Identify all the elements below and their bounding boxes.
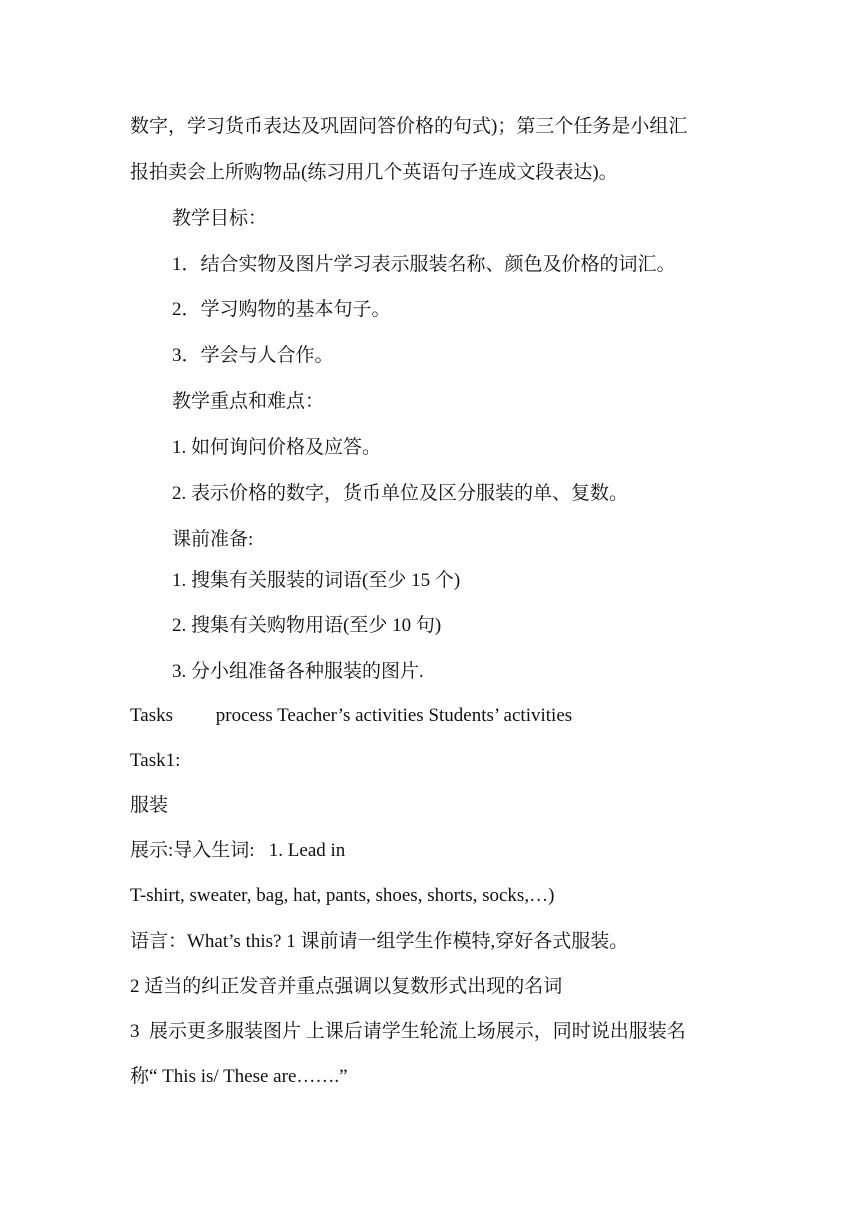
paragraph-line: 语言：What’s this? 1 课前请一组学生作模特,穿好各式服装。 [130, 931, 629, 952]
list-item: 3．学会与人合作。 [172, 345, 334, 366]
list-item: 3. 分小组准备各种服装的图片. [172, 661, 424, 682]
list-item: 1. 搜集有关服装的词语(至少 15 个) [172, 570, 461, 591]
paragraph-line: 2 适当的纠正发音并重点强调以复数形式出现的名词 [130, 976, 563, 997]
list-item: 1. 如何询问价格及应答。 [172, 437, 382, 458]
paragraph-line: 称“ This is/ These are…….” [130, 1066, 348, 1087]
paragraph-line: 数字，学习货币表达及巩固问答价格的句式)；第三个任务是小组汇 [130, 116, 688, 137]
section-heading: 课前准备: [172, 529, 254, 550]
list-item: 2. 表示价格的数字，货币单位及区分服装的单、复数。 [172, 483, 629, 504]
list-item: 2．学习购物的基本句子。 [172, 299, 391, 320]
list-item: 2. 搜集有关购物用语(至少 10 句) [172, 615, 442, 636]
section-heading: 教学目标： [172, 208, 268, 229]
section-heading: 教学重点和难点： [172, 391, 325, 412]
list-item: 1．结合实物及图片学习表示服装名称、颜色及价格的词汇。 [172, 254, 676, 275]
paragraph-line: 报拍卖会上所购物品(练习用几个英语句子连成文段表达)。 [130, 162, 618, 183]
paragraph-line: 服装 [130, 795, 169, 816]
table-header-line: Tasks process Teacher’s activities Students’ activities [130, 705, 573, 726]
paragraph-line: 展示:导入生词: 1. Lead in [130, 840, 346, 861]
paragraph-line: 3 展示更多服装图片 上课后请学生轮流上场展示，同时说出服装名 [130, 1021, 686, 1042]
paragraph-line: T-shirt, sweater, bag, hat, pants, shoes, shorts, socks,…) [130, 885, 555, 906]
task-label: Task1: [130, 750, 181, 771]
